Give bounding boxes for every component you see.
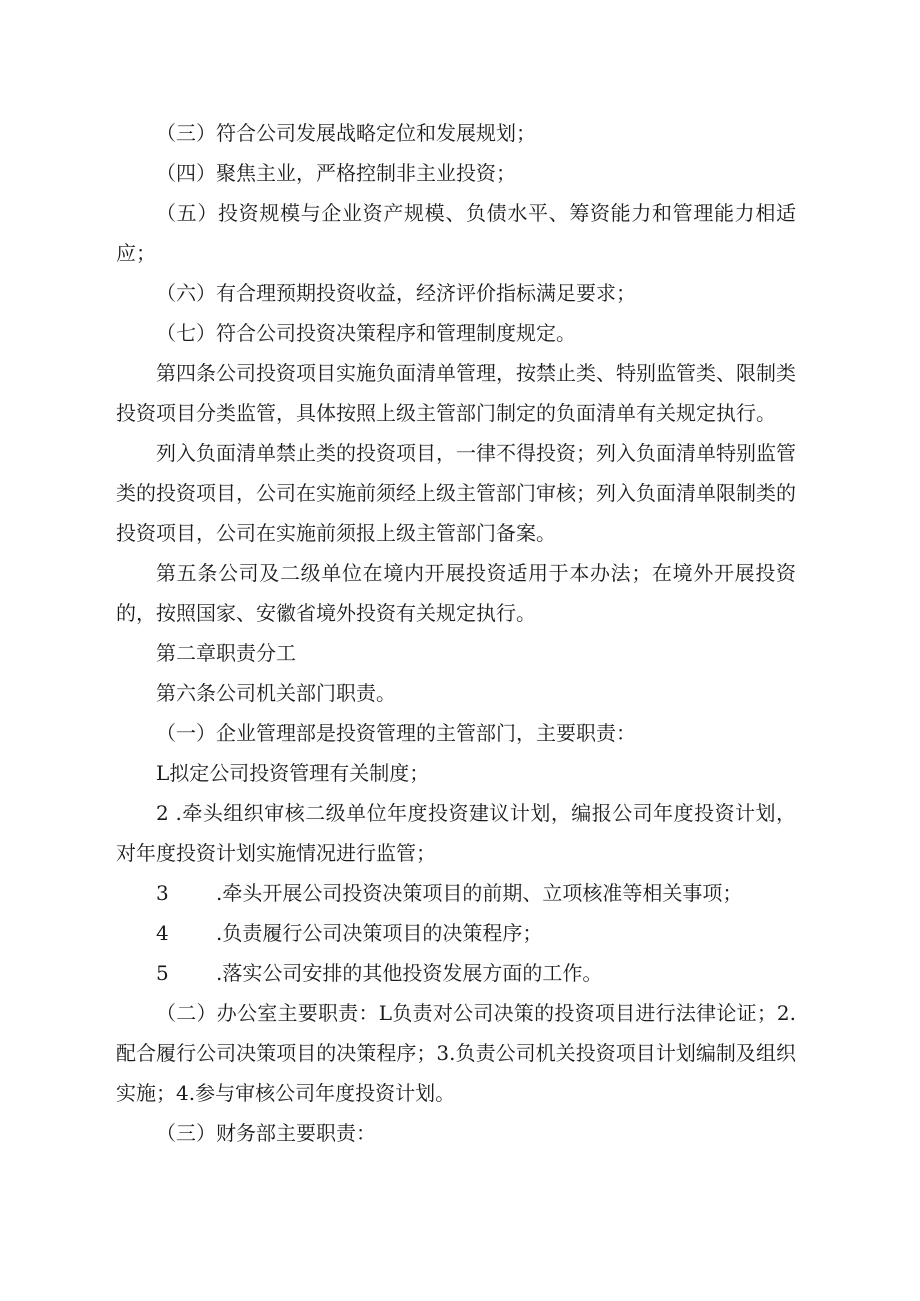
section-2-office-duties: （二）办公室主要职责：L负责对公司决策的投资项目进行法律论证；2.配合履行公司决策项目的决策程序；3.负责公司机关投资项目计划编制及组织实施；4.参与审核公司年度投资计划。 [116,1001,796,1105]
duty-item-1: L拟定公司投资管理有关制度； [156,761,430,785]
section-3-finance-heading: （三）财务部主要职责： [156,1121,376,1145]
negative-list-paragraph: 列入负面清单禁止类的投资项目，一律不得投资；列入负面清单特别监管类的投资项目，公司在实施前须经上级主管部门审核；列入负面清单限制类的投资项目，公司在实施前须报上级主管部门备案。 [116,441,796,545]
clause-3-strategy: （三）符合公司发展战略定位和发展规划； [156,121,536,145]
item-number: 5 [156,961,169,985]
clause-4-core-business: （四）聚焦主业，严格控制非主业投资； [156,161,516,185]
item-number: 3 [156,881,169,905]
document-page [116,113,796,1153]
chapter-2-heading: 第二章职责分工 [156,641,296,665]
clause-6-returns: （六）有合理预期投资收益，经济评价指标满足要求； [156,281,636,305]
item-text: .落实公司安排的其他投资发展方面的工作。 [216,961,603,985]
duty-item-5 [116,953,796,993]
article-4-negative-list: 第四条公司投资项目实施负面清单管理，按禁止类、特别监管类、限制类投资项目分类监管，具体按照上级主管部门制定的负面清单有关规定执行。 [116,361,796,425]
article-6-heading: 第六条公司机关部门职责。 [156,681,396,705]
duty-item-4 [116,913,796,953]
clause-5-scale: （五）投资规模与企业资产规模、负债水平、筹资能力和管理能力相适应； [116,201,796,265]
item-text: .牵头开展公司投资决策项目的前期、立项核准等相关事项； [216,881,743,905]
article-5-scope: 第五条公司及二级单位在境内开展投资适用于本办法；在境外开展投资的，按照国家、安徽省境外投资有关规定执行。 [116,561,796,625]
clause-7-procedures: （七）符合公司投资决策程序和管理制度规定。 [156,321,576,345]
item-number: 4 [156,921,169,945]
duty-item-2: 2 .牵头组织审核二级单位年度投资建议计划，编报公司年度投资计划，对年度投资计划实施情况进行监管； [116,801,796,865]
section-1-enterprise-management: （一）企业管理部是投资管理的主管部门，主要职责： [156,721,636,745]
duty-item-3 [116,873,796,913]
item-text: .负责履行公司决策项目的决策程序； [216,921,543,945]
